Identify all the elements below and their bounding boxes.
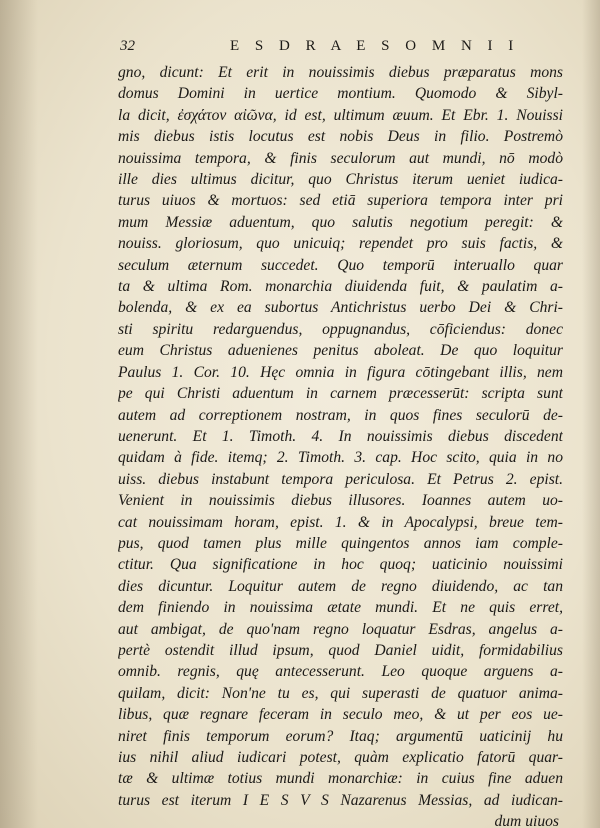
text-line: turus uiuos & mortuos: sed etiā superiora tempora inter pri [118,192,563,210]
text-line: tæ & ultimæ totius mundi monarchiæ: in cuius fine aduen [118,770,563,788]
text-line: nouissima tempora, & finis seculorum aut mundi, nō modò [118,149,563,167]
text-line: aut ambigat, de quo'nam regno loquatur Esdras, angelus a- [118,620,563,638]
text-line: dem finiendo in nouissima ætate mundi. Et ne quis erret, [118,599,563,617]
text-line: quilam, dicit: Non'ne tu es, qui superasti de quatuor anima- [118,684,563,702]
text-line: niret finis temporum eorum? Itaq; argumentū uaticinij hu [118,727,563,745]
page-edge-shadow [582,0,600,828]
text-line: cat nouissimam horam, epist. 1. & in Apocalypsi, breue tem- [118,513,563,531]
text-line: nouiss. gloriosum, quo unicuiq; rependet pro suis factis, & [118,235,563,253]
text-line: mis diebus istis locutus est nobis Deus in filio. Postremò [118,128,563,146]
text-line: seculum æternum succedet. Quo temporū interuallo quar [118,256,563,274]
text-line: turus est iterum I E S V S Nazarenus Messias, ad iudican- [118,791,563,809]
text-line: ille dies ultimus dicitur, quo Christus iterum ueniet iudica- [118,171,563,189]
text-line: ta & ultima Rom. monarchia diuidenda fuit, & paulatim a- [118,278,563,296]
text-line: domus Domini in uertice montium. Quomodo & Sibyl- [118,85,563,103]
text-line: la dicit, ἐσχάτον αἰῶνα, id est, ultimum æuum. Et Ebr. 1. Nouissi [118,106,563,124]
text-line: omnib. regnis, quę antecesserunt. Leo quoque arguens a- [118,663,563,681]
page-number: 32 [120,38,135,54]
text-line: pus, quod tamen plus mille quingentos annos iam comple- [118,534,563,552]
text-line: ctitur. Qua significatione in hoc quoq; uaticinio nouissimi [118,556,563,574]
text-line: libus, quæ regnare feceram in seculo meo, & ut per eos ue- [118,706,563,724]
text-line: gno, dicunt: Et erit in nouissimis diebus præparatus mons [118,64,563,81]
text-line: dies dicuntur. Loquitur autem de regno diuidendo, ac tan [118,577,563,595]
text-line: quidam à fide. itemq; 2. Timoth. 3. cap. Hoc scito, quia in no [118,449,563,467]
running-title: E S D R A E S O M N I I [230,38,520,54]
running-head [120,38,560,58]
text-line: mum Messiæ aduentum, quo salutis negotium peregit: & [118,213,563,231]
text-line: autem ad correptionem nostram, in quos fines seculorū de- [118,406,563,424]
text-line: pertè ostendit illud ipsum, quod Daniel uidit, formidabilius [118,641,563,659]
text-line: ius nihil aliud iudicari potest, quàm explicatio fatorū quar- [118,749,563,766]
text-line: Paulus 1. Cor. 10. Hęc omnia in figura cōtingebant illis, nem [118,363,563,381]
spine-shadow [0,0,38,828]
body-text [118,62,563,828]
catchword: dum uiuos [494,813,559,828]
text-line: uiss. diebus instabunt tempora periculosa. Et Petrus 2. epist. [118,470,563,488]
text-line: sti spiritu redarguendus, oppugnandus, cōficiendus: donec [118,320,563,338]
text-line: pe qui Christi aduentum in carnem præcesserūt: scripta sunt [118,385,563,403]
text-line: uenerunt. Et 1. Timoth. 4. In nouissimis diebus discedent [118,427,563,445]
text-line: eum Christus aduenienes penitus aboleat. De quo loquitur [118,342,563,360]
text-line: bolenda, & ex ea subortus Antichristus uerbo Dei & Chri- [118,299,563,317]
text-line: Venient in nouissimis diebus illusores. Ioannes autem uo- [118,492,563,510]
